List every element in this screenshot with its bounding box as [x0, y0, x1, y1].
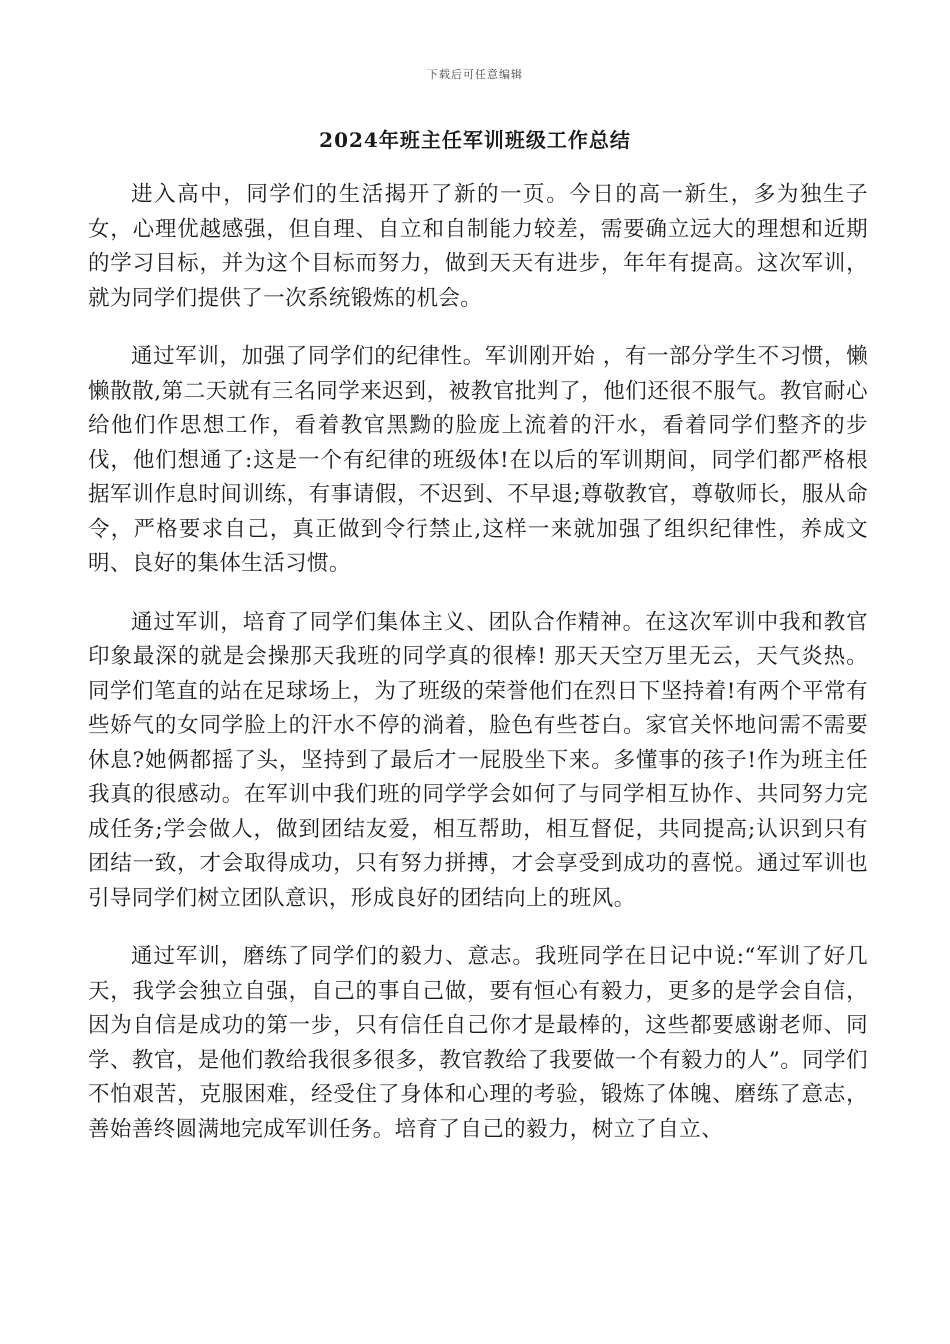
- paragraph-3: 通过军训，培育了同学们集体主义、团队合作精神。在这次军训中我和教官印象最深的就是会操那天我班的同学真的很棒! 那天天空万里无云，天气炎热。同学们笔直的站在足球场上，为了班级的荣誉他们在烈日下坚持着!有两个平常有些娇气的女同学脸上的汗水不停的淌着，脸色有些苍白。家官关怀地问需不需要休息?她俩都摇了头，坚持到了最后才一屁股坐下来。多懂事的孩子!作为班主任我真的很感动。在军训中我们班的同学学会如何了与同学相互协作、共同努力完成任务;学会做人，做到团结友爱，相互帮助，相互督促，共同提高;认识到只有团结一致，才会取得成功，只有努力拼搏，才会享受到成功的喜悦。通过军训也引导同学们树立团队意识，形成良好的团结向上的班风。: [88, 609, 869, 911]
- paragraph-2: 通过军训，加强了同学们的纪律性。军训刚开始 ，有一部分学生不习惯，懒懒散散,第二天就有三名同学来迟到，被教官批判了，他们还很不服气。教官耐心给他们作思想工作，看着教官黑黝的脸庞上流着的汗水，看着同学们整齐的步伐，他们想通了:这是一个有纪律的班级体!在以后的军训期间，同学们都严格根据军训作息时间训练，有事请假，不迟到、不早退;尊敬教官，尊敬师长，服从命令，严格要求自己，真正做到令行禁止,这样一来就加强了组织纪律性，养成文明、良好的集体生活习惯。: [88, 344, 868, 576]
- header-note: 下载后可任意编辑: [427, 68, 523, 81]
- document-title: 2024年班主任军训班级工作总结: [319, 128, 631, 152]
- paragraph-4: 通过军训，磨练了同学们的毅力、意志。我班同学在日记中说:“军训了好几天，我学会独立自强，自己的事自己做，要有恒心有毅力，更多的是学会自信，因为自信是成功的第一步，只有信任自己你才是最棒的，这些都要感谢老师、同学、教官，是他们教给我很多很多，教官教给了我要做一个有毅力的人”。同学们不怕艰苦，克服困难，经受住了身体和心理的考验，锻炼了体魄、磨练了意志，善始善终圆满地完成军训任务。培育了自己的毅力，树立了自立、: [88, 944, 868, 1142]
- document-body: [88, 178, 868, 1171]
- paragraph-1: 进入高中，同学们的生活揭开了新的一页。今日的高一新生，多为独生子女，心理优越感强，但自理、自立和自制能力较差，需要确立远大的理想和近期的学习目标，并为这个目标而努力，做到天天有进步，年年有提高。这次军训，就为同学们提供了一次系统锻炼的机会。: [88, 182, 868, 311]
